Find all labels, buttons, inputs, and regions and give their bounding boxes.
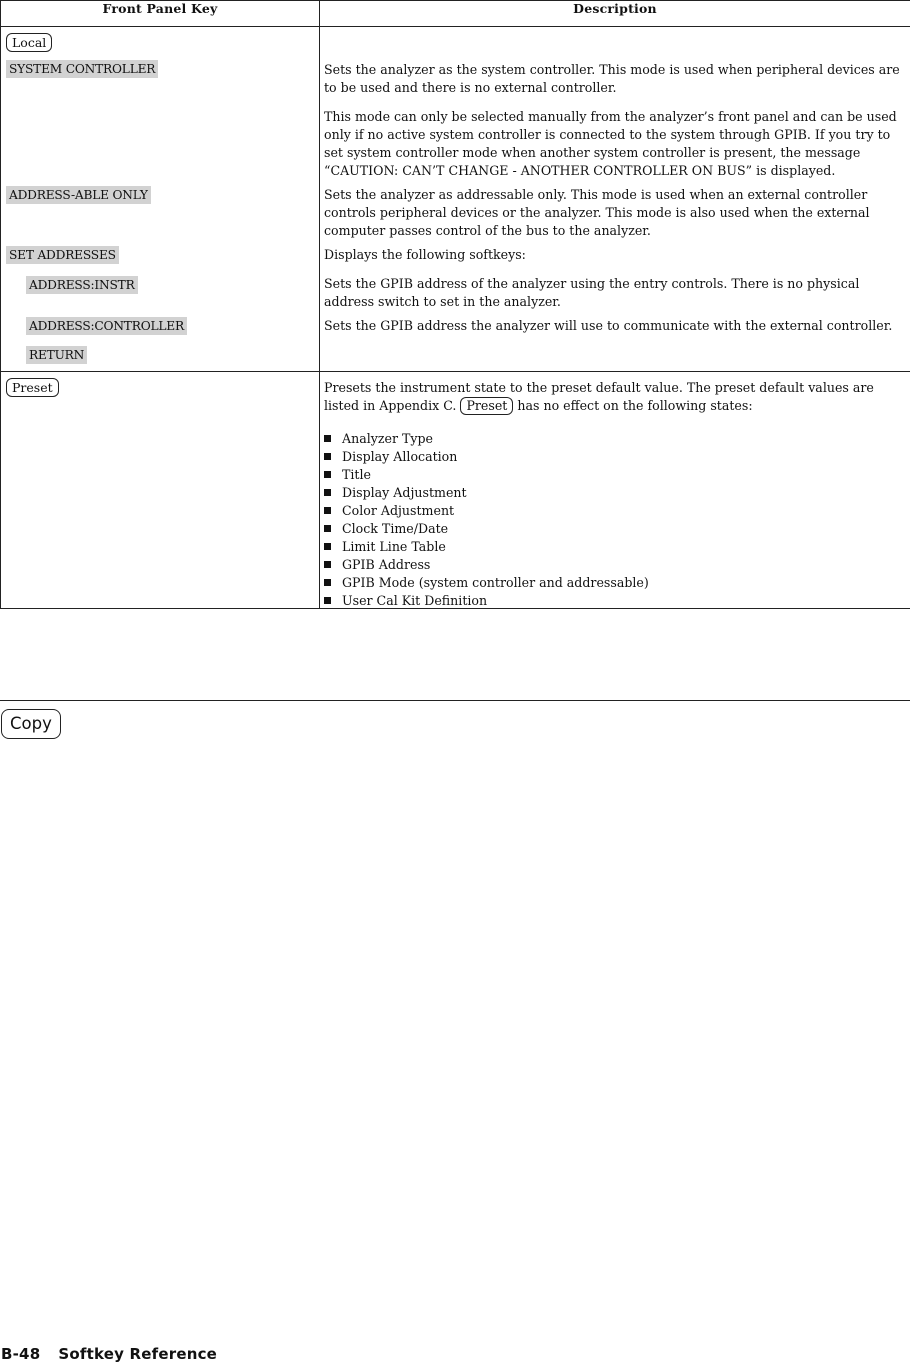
bullet-icon bbox=[324, 489, 331, 496]
list-item: Color Adjustment bbox=[324, 502, 649, 520]
preset-description bbox=[324, 379, 904, 415]
preset-description-text-a: Presets the instrument state to the preset default value. The preset default values are listed in Appendix C. bbox=[324, 380, 874, 413]
table-row-preset bbox=[1, 372, 910, 609]
list-item: Limit Line Table bbox=[324, 538, 649, 556]
header-description: Description bbox=[320, 1, 910, 27]
system-controller-description: Sets the analyzer as the system controller. This mode is used when peripheral devices are to be used and there is no external controller. bbox=[324, 62, 900, 95]
page-footer bbox=[1, 1345, 217, 1363]
list-item: Clock Time/Date bbox=[324, 520, 649, 538]
section-divider bbox=[0, 700, 910, 701]
list-item: Display Allocation bbox=[324, 448, 649, 466]
preset-inline-key: Preset bbox=[460, 397, 513, 415]
system-controller-description-2: This mode can only be selected manually from the analyzer’s front panel and can be used only if no active system controller is connected to the system through GPIB. If you try to set system controller mode when another system controller is present, the message “CAUTION: CAN’T CHANGE - ANOTHER CONTROLLER ON BUS” is displayed. bbox=[324, 109, 897, 178]
softkey-addressable-only[interactable]: ADDRESS-ABLE ONLY bbox=[6, 186, 151, 204]
bullet-icon bbox=[324, 597, 331, 604]
bullet-icon bbox=[324, 453, 331, 460]
softkey-return[interactable]: RETURN bbox=[26, 346, 87, 364]
bullet-icon bbox=[324, 543, 331, 550]
header-front-panel-key: Front Panel Key bbox=[1, 1, 320, 27]
bullet-icon bbox=[324, 561, 331, 568]
copy-key[interactable]: Copy bbox=[1, 709, 61, 739]
softkey-system-controller[interactable]: SYSTEM CONTROLLER bbox=[6, 60, 158, 78]
table-header-row bbox=[1, 1, 910, 27]
bullet-icon bbox=[324, 435, 331, 442]
list-item: User Cal Kit Definition bbox=[324, 592, 649, 610]
list-item: Title bbox=[324, 466, 649, 484]
softkey-address-controller[interactable]: ADDRESS:CONTROLLER bbox=[26, 317, 187, 335]
bullet-icon bbox=[324, 525, 331, 532]
softkey-address-instr[interactable]: ADDRESS:INSTR bbox=[26, 276, 138, 294]
softkey-set-addresses[interactable]: SET ADDRESSES bbox=[6, 246, 119, 264]
preset-key[interactable]: Preset bbox=[6, 378, 59, 397]
addressable-only-description: Sets the analyzer as addressable only. This mode is used when an external controller controls peripheral devices or the analyzer. This mode is also used when the external computer passes control of the bus to the analyzer. bbox=[324, 187, 870, 238]
address-controller-description: Sets the GPIB address the analyzer will use to communicate with the external controller. bbox=[324, 318, 893, 333]
section-title: Softkey Reference bbox=[58, 1345, 218, 1363]
list-item: GPIB Mode (system controller and addressable) bbox=[324, 574, 649, 592]
preset-unaffected-list bbox=[324, 430, 649, 610]
list-item: GPIB Address bbox=[324, 556, 649, 574]
list-item: Analyzer Type bbox=[324, 430, 649, 448]
front-panel-key-table bbox=[0, 0, 910, 609]
address-instr-description: Sets the GPIB address of the analyzer using the entry controls. There is no physical address switch to set in the analyzer. bbox=[324, 276, 860, 309]
set-addresses-description: Displays the following softkeys: bbox=[324, 247, 526, 262]
list-item: Display Adjustment bbox=[324, 484, 649, 502]
bullet-icon bbox=[324, 507, 331, 514]
page-number: B-48 bbox=[1, 1345, 41, 1363]
table-row-local bbox=[1, 27, 910, 372]
preset-description-text-b: has no effect on the following states: bbox=[517, 398, 753, 413]
bullet-icon bbox=[324, 471, 331, 478]
bullet-icon bbox=[324, 579, 331, 586]
local-key[interactable]: Local bbox=[6, 33, 52, 52]
